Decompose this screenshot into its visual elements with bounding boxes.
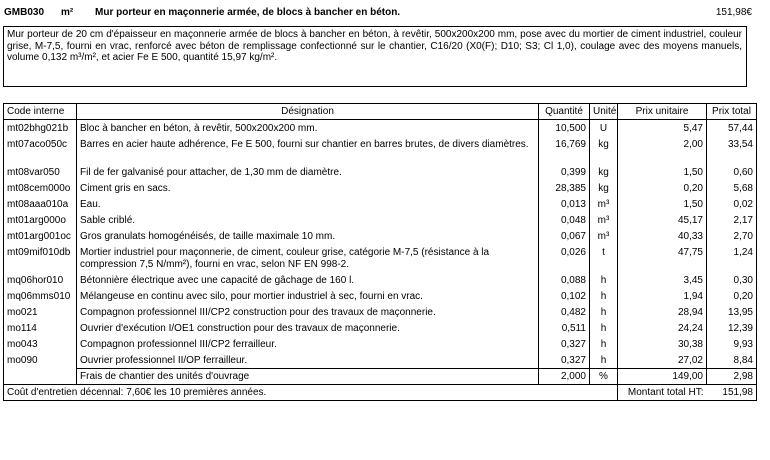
row-total: 0,30	[707, 272, 757, 288]
row-designation: Ouvrier d'exécution I/OE1 construction pour des travaux de maçonnerie.	[77, 320, 539, 336]
row-designation: Ouvrier professionnel II/OP ferrailleur.	[77, 352, 539, 369]
row-code: mt02bhg021b	[4, 120, 77, 137]
row-total: 0,02	[707, 196, 757, 212]
header-designation: Désignation	[77, 104, 539, 120]
table-row	[4, 320, 757, 336]
row-unit-price: 27,02	[618, 352, 707, 369]
total-value: 151,98	[707, 385, 757, 401]
cost-breakdown-table	[3, 103, 757, 401]
row-quantity: 0,399	[539, 164, 590, 180]
row-quantity: 0,048	[539, 212, 590, 228]
table-row	[4, 304, 757, 320]
row-total: 13,95	[707, 304, 757, 320]
row-total: 0,20	[707, 288, 757, 304]
row-unit-price: 24,24	[618, 320, 707, 336]
row-unit: h	[590, 304, 618, 320]
table-row	[4, 352, 757, 369]
row-unit: h	[590, 288, 618, 304]
row-designation: Ciment gris en sacs.	[77, 180, 539, 196]
row-code: mq06hor010	[4, 272, 77, 288]
row-quantity: 16,769	[539, 136, 590, 164]
row-unit-price: 2,00	[618, 136, 707, 164]
row-unit: kg	[590, 136, 618, 164]
table-row	[4, 228, 757, 244]
row-unit: h	[590, 352, 618, 369]
row-unit-price: 5,47	[618, 120, 707, 137]
row-quantity: 28,385	[539, 180, 590, 196]
row-quantity: 0,102	[539, 288, 590, 304]
row-unit-price: 0,20	[618, 180, 707, 196]
row-code: mt08cem000o	[4, 180, 77, 196]
row-designation: Compagnon professionnel III/CP2 construction pour des travaux de maçonnerie.	[77, 304, 539, 320]
row-unit: m³	[590, 228, 618, 244]
table-row	[4, 212, 757, 228]
row-code: mo090	[4, 352, 77, 369]
row-code: mo043	[4, 336, 77, 352]
table-row	[4, 180, 757, 196]
row-code: mt07aco050c	[4, 136, 77, 164]
row-designation: Fil de fer galvanisé pour attacher, de 1,30 mm de diamètre.	[77, 164, 539, 180]
maintenance-cost: Coût d'entretien décennal: 7,60€ les 10 premières années.	[4, 385, 618, 401]
site-costs-code	[4, 369, 77, 385]
header-unit-price: Prix unitaire	[618, 104, 707, 120]
row-code: mo021	[4, 304, 77, 320]
header-total-price: Prix total	[707, 104, 757, 120]
row-unit: kg	[590, 180, 618, 196]
row-quantity: 0,013	[539, 196, 590, 212]
row-quantity: 0,327	[539, 336, 590, 352]
site-costs-row	[4, 369, 757, 385]
table-row	[4, 272, 757, 288]
item-description: Mur porteur de 20 cm d'épaisseur en maçonnerie armée de blocs à bancher en béton, à revêtir, 500x200x200 mm, pose avec du mortier de ciment industriel, couleur grise, M-7,5, fourni en vrac, renforcé avec béton de remplissage confectionné sur le chantier, C16/20 (X0(F); D10; S3; Cl 1,0), coulage avec des moyens manuels, volume 0,132 m³/m², et acier Fe E 500, quantité 15,97 kg/m².	[3, 26, 747, 87]
row-unit-price: 1,50	[618, 196, 707, 212]
row-unit: h	[590, 320, 618, 336]
site-costs-unit-price: 149,00	[618, 369, 707, 385]
row-unit-price: 45,17	[618, 212, 707, 228]
row-total: 2,70	[707, 228, 757, 244]
table-row	[4, 120, 757, 137]
row-unit: m³	[590, 196, 618, 212]
row-code: mt08var050	[4, 164, 77, 180]
header-unit: Unité	[590, 104, 618, 120]
table-row	[4, 288, 757, 304]
item-unit: m²	[61, 7, 74, 18]
table-header-row	[4, 104, 757, 120]
row-designation: Compagnon professionnel III/CP2 ferrailleur.	[77, 336, 539, 352]
row-unit: h	[590, 336, 618, 352]
row-total: 5,68	[707, 180, 757, 196]
row-unit: kg	[590, 164, 618, 180]
footer-row	[4, 385, 757, 401]
site-costs-designation: Frais de chantier des unités d'ouvrage	[77, 369, 539, 385]
row-unit-price: 30,38	[618, 336, 707, 352]
item-price: 151,98€	[715, 7, 752, 18]
item-title: Mur porteur en maçonnerie armée, de blocs à bancher en béton.	[95, 7, 401, 18]
row-code: mt09mif010db	[4, 244, 77, 272]
row-unit-price: 1,94	[618, 288, 707, 304]
row-total: 12,39	[707, 320, 757, 336]
row-designation: Gros granulats homogénéisés, de taille maximale 10 mm.	[77, 228, 539, 244]
row-designation: Sable criblé.	[77, 212, 539, 228]
site-costs-total: 2,98	[707, 369, 757, 385]
row-unit-price: 47,75	[618, 244, 707, 272]
row-quantity: 10,500	[539, 120, 590, 137]
row-designation: Bloc à bancher en béton, à revêtir, 500x200x200 mm.	[77, 120, 539, 137]
row-designation: Eau.	[77, 196, 539, 212]
row-code: mo114	[4, 320, 77, 336]
table-row	[4, 244, 757, 272]
total-label: Montant total HT:	[618, 385, 707, 401]
row-code: mt08aaa010a	[4, 196, 77, 212]
row-unit: h	[590, 272, 618, 288]
row-total: 8,84	[707, 352, 757, 369]
row-unit-price: 3,45	[618, 272, 707, 288]
row-total: 0,60	[707, 164, 757, 180]
row-quantity: 0,026	[539, 244, 590, 272]
row-total: 57,44	[707, 120, 757, 137]
row-designation: Barres en acier haute adhérence, Fe E 500, fourni sur chantier en barres brutes, de divers diamètres.	[77, 136, 539, 164]
row-quantity: 0,482	[539, 304, 590, 320]
header-code: Code interne	[4, 104, 77, 120]
row-code: mt01arg000o	[4, 212, 77, 228]
row-unit: t	[590, 244, 618, 272]
row-unit-price: 40,33	[618, 228, 707, 244]
row-designation: Mortier industriel pour maçonnerie, de ciment, couleur grise, catégorie M-7,5 (résistance à la compression 7,5 N/mm²), fourni en vrac, selon NF EN 998-2.	[77, 244, 539, 272]
header-quantity: Quantité	[539, 104, 590, 120]
table-row	[4, 164, 757, 180]
row-quantity: 0,088	[539, 272, 590, 288]
row-code: mq06mms010	[4, 288, 77, 304]
row-unit: m³	[590, 212, 618, 228]
table-row	[4, 136, 757, 164]
site-costs-quantity: 2,000	[539, 369, 590, 385]
row-total: 9,93	[707, 336, 757, 352]
row-code: mt01arg001oc	[4, 228, 77, 244]
row-designation: Mélangeuse en continu avec silo, pour mortier industriel à sec, fourni en vrac.	[77, 288, 539, 304]
row-unit-price: 1,50	[618, 164, 707, 180]
row-quantity: 0,067	[539, 228, 590, 244]
site-costs-unit: %	[590, 369, 618, 385]
row-designation: Bétonnière électrique avec une capacité de gâchage de 160 l.	[77, 272, 539, 288]
row-total: 33,54	[707, 136, 757, 164]
row-unit-price: 28,94	[618, 304, 707, 320]
row-unit: U	[590, 120, 618, 137]
row-quantity: 0,511	[539, 320, 590, 336]
row-total: 1,24	[707, 244, 757, 272]
row-quantity: 0,327	[539, 352, 590, 369]
item-header	[4, 7, 752, 21]
table-row	[4, 196, 757, 212]
row-total: 2,17	[707, 212, 757, 228]
table-row	[4, 336, 757, 352]
item-code: GMB030	[4, 7, 45, 18]
